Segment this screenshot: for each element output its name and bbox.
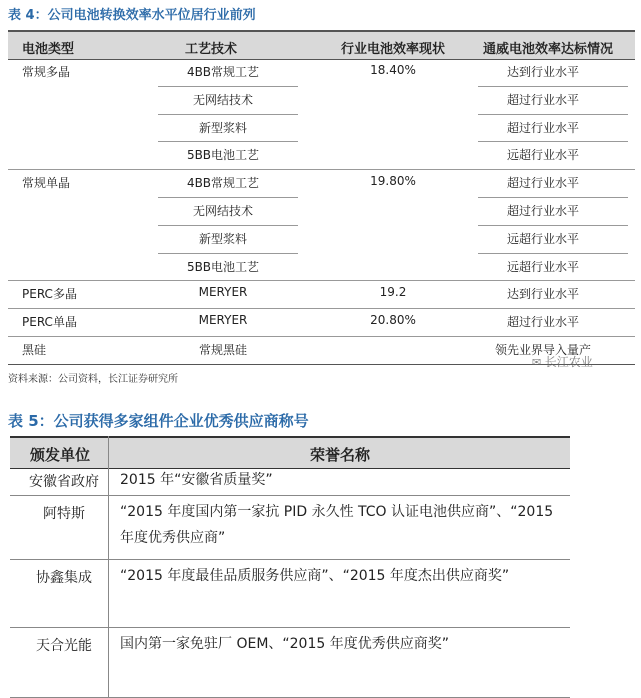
row-divider [478,197,628,198]
row-divider [158,141,298,142]
cell-honor: “2015 年度国内第一家抗 PID 永久性 TCO 认证电池供应商”、“2015 年度优秀供应商” [120,504,554,546]
cell-status: 超过行业水平 [506,92,579,107]
cell-efficiency: 19.2 [379,285,407,300]
cell-issuer: 安徽省政府 [29,474,99,490]
cell-status: 超过行业水平 [506,315,579,330]
cell-type: 黑硅 [22,343,47,357]
cell-efficiency: 20.80% [370,313,416,328]
cell-honor: 2015 年“安徽省质量奖” [120,472,273,488]
cell-honor: “2015 年度最佳品质服务供应商”、“2015 年度杰出供应商奖” [120,568,510,584]
cell-status: 领先业界导入量产 [494,343,591,357]
cell-tech: 5BB电池工艺 [186,259,260,274]
cell-tech: 4BB常规工艺 [186,176,260,191]
cell-status: 超过行业水平 [506,204,579,218]
row-divider [8,169,635,170]
cell-efficiency: 18.40% [370,63,416,77]
cell-status: 远超行业水平 [506,231,579,246]
table5-row [10,495,570,560]
row-divider [158,225,298,226]
header-issuer: 颁发单位 [30,446,91,464]
cell-type: PERC单晶 [22,315,77,330]
cell-status: 达到行业水平 [506,65,579,79]
header-honor: 荣誉名称 [310,446,371,464]
cell-status: 达到行业水平 [506,287,579,302]
cell-status: 远超行业水平 [506,148,579,163]
header-process: 工艺技术 [185,42,238,57]
cell-status: 超过行业水平 [506,120,579,135]
cell-tech: 无网结技术 [192,204,253,218]
cell-type: PERC多晶 [22,287,77,302]
cell-issuer: 阿特斯 [43,506,85,522]
cell-status: 远超行业水平 [506,259,579,274]
table5-row [10,627,570,698]
watermark-text: 长江农业 [544,355,593,369]
row-divider [478,114,628,115]
cell-tech: MERYER [198,313,248,328]
cell-tech: 新型浆料 [198,231,247,246]
row-divider [478,225,628,226]
cell-tech: 4BB常规工艺 [186,65,260,79]
row-divider [478,86,628,87]
cell-type: 常规多晶 [22,65,71,79]
table5-header [10,436,570,469]
table5-row [10,559,570,628]
cell-issuer: 天合光能 [36,638,92,654]
row-divider [158,253,298,254]
row-divider [8,336,635,337]
row-divider [158,197,298,198]
cell-tech: MERYER [198,285,248,300]
wechat-icon: ✉ [532,356,545,369]
cell-type: 常规单晶 [22,176,71,191]
table5-row [10,467,570,496]
cell-issuer: 协鑫集成 [36,570,92,586]
row-divider [8,280,635,281]
cell-tech: 新型浆料 [198,120,247,135]
watermark [532,353,593,370]
cell-tech: 无网结技术 [192,92,253,107]
cell-status: 超过行业水平 [506,176,579,191]
table5-title: 表 5：公司获得多家组件企业优秀供应商称号 [8,412,309,430]
row-divider [8,308,635,309]
header-tongwei-status: 通威电池效率达标情况 [483,42,614,57]
source-note: 资料来源：公司资料，长江证券研究所 [8,374,178,385]
row-divider [478,253,628,254]
cell-efficiency: 19.80% [370,174,416,189]
row-divider [478,141,628,142]
cell-tech: 5BB电池工艺 [186,148,260,163]
row-divider [158,86,298,87]
header-battery-type: 电池类型 [22,42,75,57]
row-divider [158,114,298,115]
table4-header [8,30,635,60]
cell-honor: 国内第一家免驻厂 OEM、“2015 年度优秀供应商奖” [120,636,449,652]
header-industry-eff: 行业电池效率现状 [341,42,446,57]
cell-tech: 常规黑硅 [198,343,247,357]
table4-title: 表 4：公司电池转换效率水平位居行业前列 [8,8,256,23]
